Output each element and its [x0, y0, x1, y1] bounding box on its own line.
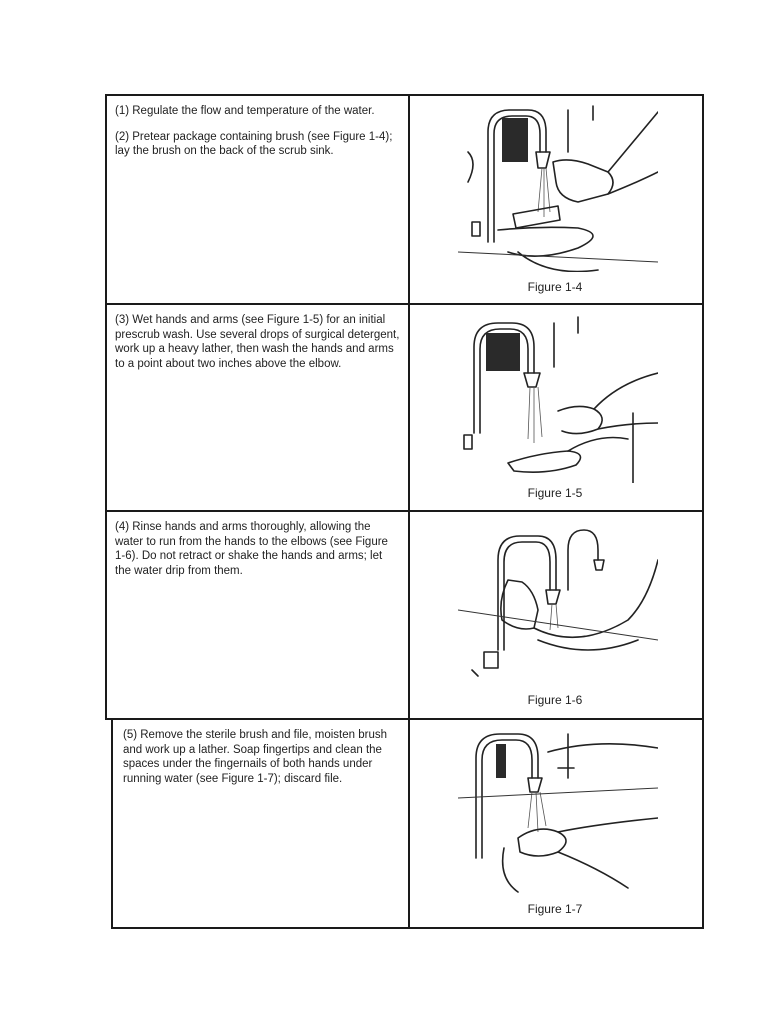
figure-1-7-cell: [408, 718, 704, 929]
figure-1-5-cell: [408, 303, 704, 512]
hand-washing-with-brush-illustration: [458, 102, 658, 272]
step-5-paragraph: (5) Remove the sterile brush and file, moisten brush and work up a lather. Soap fingertips and clean the spaces under the fingernails of both hands under running water (see Figure 1-7); discard file.: [123, 729, 387, 785]
cleaning-fingernails-illustration: [458, 728, 658, 898]
step-5-text-cell: [111, 718, 410, 929]
wetting-hands-illustration: [458, 313, 658, 483]
step-4-paragraph: (4) Rinse hands and arms thoroughly, allowing the water to run from the hands to the elbows (see Figure 1-6). Do not retract or shake the hands and arms; let the water drip from them.: [115, 521, 388, 577]
step-3-text-cell: [105, 303, 410, 512]
figure-1-6-cell: [408, 510, 704, 720]
step-1-paragraph-1: (1) Regulate the flow and temperature of the water.: [115, 105, 375, 117]
step-2-paragraph: (2) Pretear package containing brush (see Figure 1-4); lay the brush on the back of the scrub sink.: [115, 130, 393, 157]
figure-1-4-cell: [408, 94, 704, 305]
rinsing-arms-illustration: [458, 520, 658, 690]
step-4-text-cell: [105, 510, 410, 720]
step-1-text-cell: [105, 94, 410, 305]
step-3-paragraph: (3) Wet hands and arms (see Figure 1-5) for an initial prescrub wash. Use several drops of surgical detergent, work up a heavy lather, then wash the hands and arms to a point about two inches above the elbow.: [115, 314, 400, 370]
figure-1-6-caption: Figure 1-6: [527, 693, 583, 707]
figure-1-5-caption: Figure 1-5: [527, 486, 583, 500]
figure-1-4-caption: Figure 1-4: [527, 280, 583, 294]
figure-1-7-caption: Figure 1-7: [527, 902, 583, 916]
